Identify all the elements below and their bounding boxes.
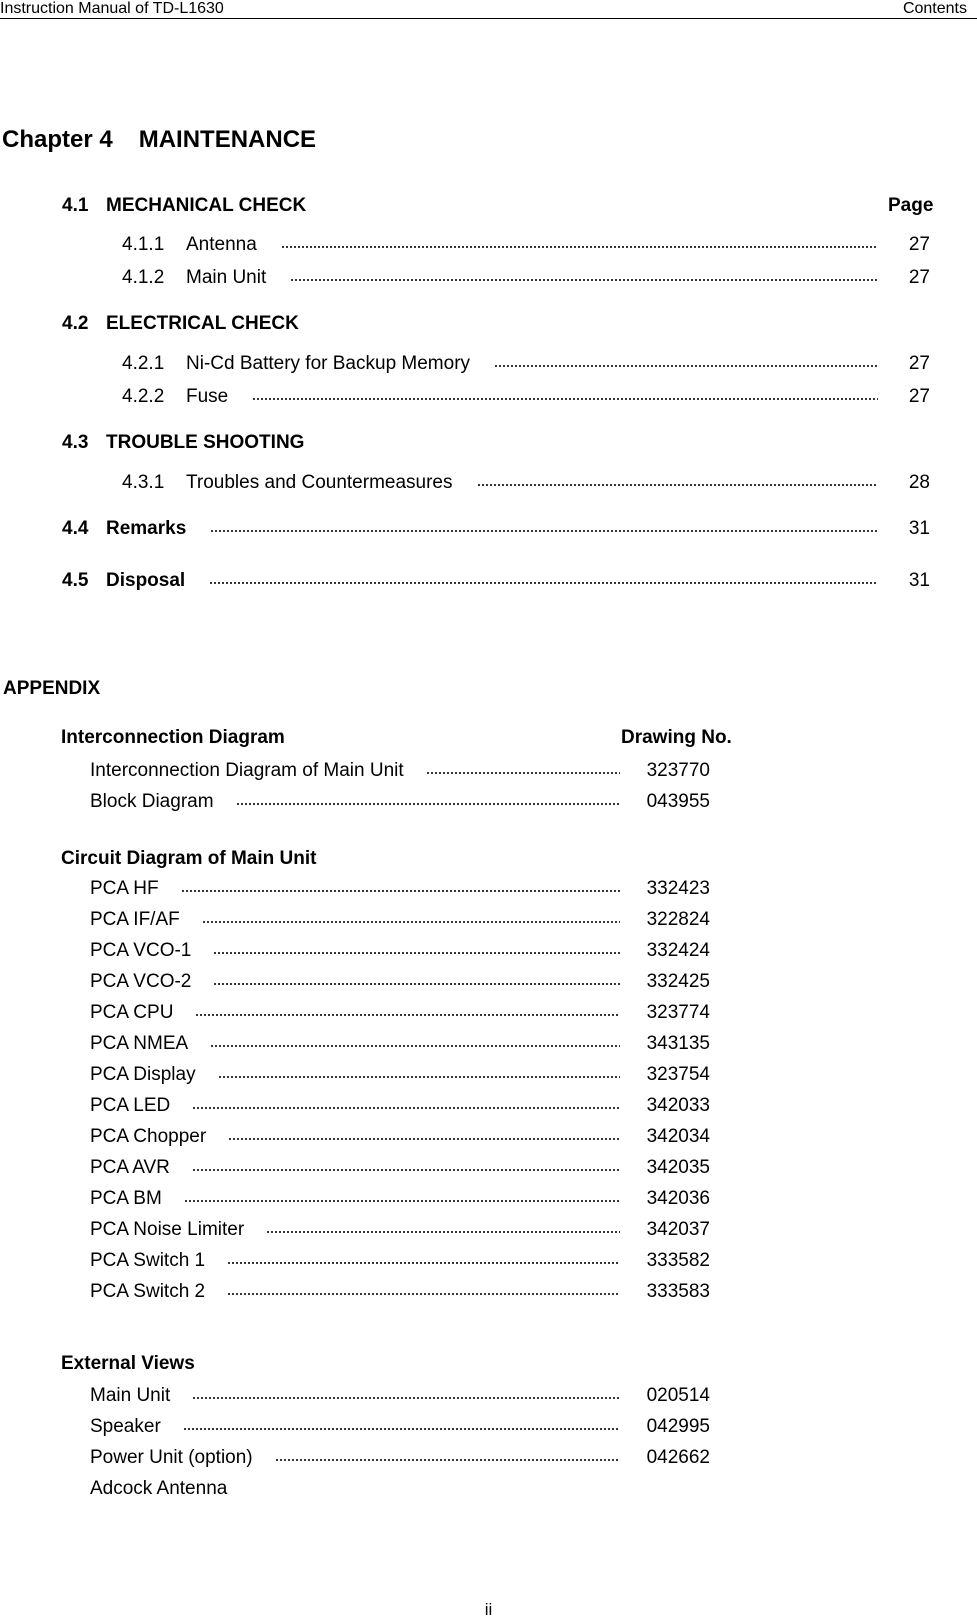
appendix-entry-title: PCA AVR bbox=[90, 1157, 170, 1178]
dot-leader bbox=[192, 1397, 620, 1399]
dot-leader bbox=[195, 1014, 620, 1016]
appendix-entry[interactable] bbox=[90, 1384, 710, 1408]
drawing-number: 332425 bbox=[646, 971, 710, 992]
appendix-entry[interactable] bbox=[90, 790, 710, 814]
drawing-number: 333582 bbox=[646, 1250, 710, 1271]
drawing-number: 342034 bbox=[646, 1126, 710, 1147]
drawing-number: 020514 bbox=[646, 1385, 710, 1406]
toc-entry-page: 31 bbox=[908, 570, 930, 591]
appendix-entry-title: PCA BM bbox=[90, 1188, 162, 1209]
dot-leader bbox=[494, 365, 878, 367]
dot-leader bbox=[227, 1262, 620, 1264]
appendix-entry-title: PCA IF/AF bbox=[90, 909, 180, 930]
dot-leader bbox=[426, 772, 620, 774]
dot-leader bbox=[209, 582, 878, 584]
appendix-group-title: Interconnection Diagram bbox=[61, 727, 285, 748]
appendix-entry-title: PCA VCO-1 bbox=[90, 940, 192, 961]
toc-entry-title: Fuse bbox=[186, 386, 229, 407]
dot-leader bbox=[290, 279, 878, 281]
toc-entry-page: 27 bbox=[908, 234, 930, 255]
appendix-entry[interactable] bbox=[90, 939, 710, 963]
dot-leader bbox=[213, 983, 620, 985]
appendix-entry[interactable] bbox=[90, 1446, 710, 1470]
appendix-entry-title: Speaker bbox=[90, 1416, 161, 1437]
section-title: TROUBLE SHOOTING bbox=[106, 432, 305, 453]
drawing-number: 332424 bbox=[646, 940, 710, 961]
toc-entry-title: Antenna bbox=[186, 234, 257, 255]
page-column-label: Page bbox=[888, 195, 934, 216]
appendix-entry[interactable] bbox=[90, 908, 710, 932]
appendix-entry[interactable] bbox=[90, 1477, 710, 1501]
manual-title: Instruction Manual of TD-L1630 bbox=[0, 0, 224, 17]
chapter-number: Chapter 4 bbox=[2, 126, 113, 153]
appendix-entry-title: Main Unit bbox=[90, 1385, 171, 1406]
toc-entry-page: 28 bbox=[908, 472, 930, 493]
dot-leader bbox=[192, 1169, 620, 1171]
dot-leader bbox=[184, 1200, 620, 1202]
toc-entry-page: 27 bbox=[908, 267, 930, 288]
dot-leader bbox=[227, 1293, 620, 1295]
dot-leader bbox=[213, 952, 620, 954]
appendix-entry-title: PCA Chopper bbox=[90, 1126, 207, 1147]
toc-entry-page: 27 bbox=[908, 386, 930, 407]
drawing-number: 332423 bbox=[646, 878, 710, 899]
section-number: 4.2 bbox=[62, 313, 89, 334]
dot-leader bbox=[275, 1459, 620, 1461]
appendix-entry[interactable] bbox=[90, 1280, 710, 1304]
toc-entry[interactable] bbox=[122, 266, 930, 290]
appendix-entry-title: PCA HF bbox=[90, 878, 159, 899]
section-title: Remarks bbox=[106, 518, 187, 539]
appendix-entry-title: PCA CPU bbox=[90, 1002, 174, 1023]
appendix-entry[interactable] bbox=[90, 1032, 710, 1056]
dot-leader bbox=[183, 1428, 620, 1430]
drawing-number: 323774 bbox=[646, 1002, 710, 1023]
page-header bbox=[0, 0, 977, 19]
page-number: ii bbox=[484, 1600, 493, 1619]
chapter-title: MAINTENANCE bbox=[138, 126, 317, 153]
appendix-entry-title: Adcock Antenna bbox=[90, 1478, 228, 1499]
section-title: Disposal bbox=[106, 570, 186, 591]
appendix-group-title: External Views bbox=[61, 1353, 195, 1374]
appendix-entry[interactable] bbox=[90, 1249, 710, 1273]
appendix-entry[interactable] bbox=[90, 1001, 710, 1025]
section-number: 4.1 bbox=[62, 195, 89, 216]
appendix-entry-title: PCA LED bbox=[90, 1095, 171, 1116]
toc-entry-page: 31 bbox=[908, 518, 930, 539]
toc-entry-title: Ni-Cd Battery for Backup Memory bbox=[186, 353, 471, 374]
drawing-number: 343135 bbox=[646, 1033, 710, 1054]
appendix-entry-title: PCA VCO-2 bbox=[90, 971, 192, 992]
section-heading bbox=[62, 195, 306, 217]
drawing-number: 323754 bbox=[646, 1064, 710, 1085]
toc-section-entry[interactable] bbox=[62, 517, 930, 541]
toc-entry-number: 4.3.1 bbox=[122, 472, 165, 493]
section-label: Contents bbox=[902, 0, 967, 17]
drawing-number: 322824 bbox=[646, 909, 710, 930]
appendix-entry-title: PCA Noise Limiter bbox=[90, 1219, 245, 1240]
appendix-entry[interactable] bbox=[90, 1415, 710, 1439]
drawing-number: 042995 bbox=[646, 1416, 710, 1437]
appendix-group-title: Circuit Diagram of Main Unit bbox=[61, 848, 317, 869]
dot-leader bbox=[477, 484, 879, 486]
drawing-number: 342035 bbox=[646, 1157, 710, 1178]
dot-leader bbox=[192, 1107, 620, 1109]
appendix-entry[interactable] bbox=[90, 1094, 710, 1118]
toc-section-entry[interactable] bbox=[62, 569, 930, 593]
drawing-number: 342036 bbox=[646, 1188, 710, 1209]
appendix-entry[interactable] bbox=[90, 759, 710, 783]
dot-leader bbox=[281, 246, 878, 248]
appendix-entry-title: PCA NMEA bbox=[90, 1033, 189, 1054]
drawing-number-label: Drawing No. bbox=[621, 727, 732, 748]
toc-entry-number: 4.1.2 bbox=[122, 267, 165, 288]
toc-entry-number: 4.1.1 bbox=[122, 234, 165, 255]
appendix-entry-title: Block Diagram bbox=[90, 791, 214, 812]
appendix-entry[interactable] bbox=[90, 1156, 710, 1180]
dot-leader bbox=[252, 398, 878, 400]
appendix-entry[interactable] bbox=[90, 1187, 710, 1211]
toc-entry-title: Main Unit bbox=[186, 267, 267, 288]
dot-leader bbox=[266, 1231, 620, 1233]
toc-entry-number: 4.2.1 bbox=[122, 353, 165, 374]
toc-entry[interactable] bbox=[122, 385, 930, 409]
appendix-entry-title: PCA Display bbox=[90, 1064, 196, 1085]
section-number: 4.5 bbox=[62, 570, 89, 591]
appendix-entry[interactable] bbox=[90, 877, 710, 901]
section-heading bbox=[62, 313, 299, 335]
drawing-number: 042662 bbox=[646, 1447, 710, 1468]
appendix-entry[interactable] bbox=[90, 970, 710, 994]
appendix-entry[interactable] bbox=[90, 1063, 710, 1087]
drawing-number: 323770 bbox=[646, 760, 710, 781]
section-heading bbox=[62, 432, 304, 454]
toc-entry[interactable] bbox=[122, 352, 930, 376]
dot-leader bbox=[210, 1045, 620, 1047]
appendix-entry-title: PCA Switch 2 bbox=[90, 1281, 206, 1302]
dot-leader bbox=[210, 530, 878, 532]
appendix-entry[interactable] bbox=[90, 1125, 710, 1149]
section-title: MECHANICAL CHECK bbox=[106, 195, 307, 216]
dot-leader bbox=[218, 1076, 620, 1078]
drawing-number: 043955 bbox=[646, 791, 710, 812]
toc-entry-page: 27 bbox=[908, 353, 930, 374]
dot-leader bbox=[236, 803, 620, 805]
section-number: 4.3 bbox=[62, 432, 89, 453]
dot-leader bbox=[202, 921, 620, 923]
toc-entry[interactable] bbox=[122, 471, 930, 495]
appendix-entry-title: PCA Switch 1 bbox=[90, 1250, 206, 1271]
appendix-entry[interactable] bbox=[90, 1218, 710, 1242]
toc-entry[interactable] bbox=[122, 233, 930, 257]
section-title: ELECTRICAL CHECK bbox=[106, 313, 299, 334]
dot-leader bbox=[228, 1138, 620, 1140]
drawing-number: 333583 bbox=[646, 1281, 710, 1302]
appendix-entry-title: Interconnection Diagram of Main Unit bbox=[90, 760, 404, 781]
chapter-heading bbox=[2, 126, 316, 154]
section-number: 4.4 bbox=[62, 518, 89, 539]
dot-leader bbox=[181, 890, 620, 892]
drawing-number: 342037 bbox=[646, 1219, 710, 1240]
toc-entry-title: Troubles and Countermeasures bbox=[186, 472, 453, 493]
drawing-number: 342033 bbox=[646, 1095, 710, 1116]
appendix-entry-title: Power Unit (option) bbox=[90, 1447, 253, 1468]
appendix-heading: APPENDIX bbox=[3, 678, 101, 699]
toc-entry-number: 4.2.2 bbox=[122, 386, 165, 407]
